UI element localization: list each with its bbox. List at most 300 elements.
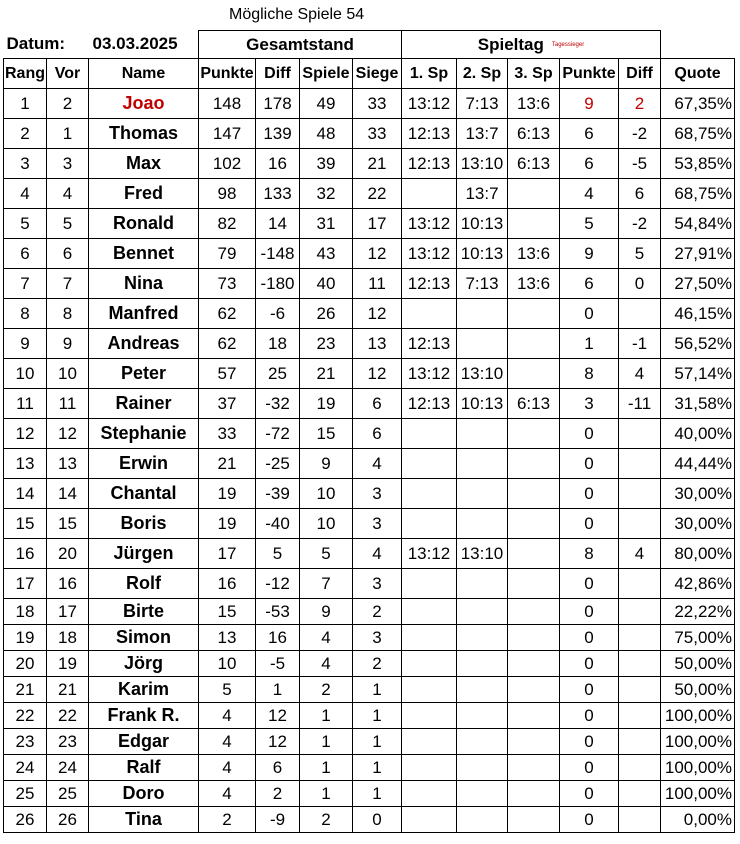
table-row xyxy=(4,269,735,299)
cell-rang: 7 xyxy=(4,269,47,299)
cell-tag-punkte: 0 xyxy=(560,479,619,509)
tagessieger-note: Tagessieger xyxy=(551,42,585,49)
cell-sp1: 13:12 xyxy=(402,539,457,569)
cell-rang: 21 xyxy=(4,677,47,703)
cell-sp2: 7:13 xyxy=(457,89,508,119)
header-row-groups xyxy=(4,31,735,59)
cell-rang: 13 xyxy=(4,449,47,479)
cell-quote: 30,00% xyxy=(661,479,735,509)
cell-rang: 18 xyxy=(4,599,47,625)
header-row-columns xyxy=(4,59,735,89)
cell-rang: 20 xyxy=(4,651,47,677)
cell-name: Stephanie xyxy=(89,419,199,449)
cell-diff: -148 xyxy=(256,239,300,269)
cell-sp3 xyxy=(508,179,560,209)
cell-tag-diff xyxy=(619,807,661,833)
cell-sp3 xyxy=(508,539,560,569)
cell-rang: 17 xyxy=(4,569,47,599)
cell-spiele: 9 xyxy=(300,599,353,625)
cell-sp3 xyxy=(508,569,560,599)
cell-vor: 13 xyxy=(47,449,89,479)
cell-siege: 2 xyxy=(353,651,402,677)
cell-tag-punkte: 9 xyxy=(560,89,619,119)
cell-sp1 xyxy=(402,479,457,509)
cell-spiele: 26 xyxy=(300,299,353,329)
cell-sp1 xyxy=(402,729,457,755)
cell-diff: 6 xyxy=(256,755,300,781)
cell-name: Doro xyxy=(89,781,199,807)
cell-sp3 xyxy=(508,479,560,509)
cell-vor: 11 xyxy=(47,389,89,419)
table-row xyxy=(4,119,735,149)
cell-siege: 22 xyxy=(353,179,402,209)
cell-siege: 4 xyxy=(353,449,402,479)
cell-siege: 1 xyxy=(353,729,402,755)
cell-spiele: 23 xyxy=(300,329,353,359)
cell-name: Tina xyxy=(89,807,199,833)
cell-siege: 13 xyxy=(353,329,402,359)
cell-diff: 133 xyxy=(256,179,300,209)
table-row xyxy=(4,539,735,569)
cell-sp3 xyxy=(508,509,560,539)
cell-spiele: 7 xyxy=(300,569,353,599)
cell-tag-punkte: 6 xyxy=(560,269,619,299)
cell-vor: 17 xyxy=(47,599,89,625)
cell-rang: 16 xyxy=(4,539,47,569)
cell-rang: 23 xyxy=(4,729,47,755)
cell-sp3 xyxy=(508,807,560,833)
cell-sp1: 12:13 xyxy=(402,389,457,419)
cell-quote: 42,86% xyxy=(661,569,735,599)
cell-tag-diff xyxy=(619,781,661,807)
col-vor: Vor xyxy=(47,59,89,89)
cell-tag-diff: 6 xyxy=(619,179,661,209)
cell-quote: 68,75% xyxy=(661,179,735,209)
group-spieltag xyxy=(402,31,661,59)
cell-diff: -39 xyxy=(256,479,300,509)
cell-sp2 xyxy=(457,329,508,359)
header-spacer xyxy=(661,31,735,59)
col-spiele: Spiele xyxy=(300,59,353,89)
cell-quote: 50,00% xyxy=(661,677,735,703)
col-diff: Diff xyxy=(256,59,300,89)
cell-quote: 100,00% xyxy=(661,703,735,729)
cell-siege: 17 xyxy=(353,209,402,239)
cell-diff: 139 xyxy=(256,119,300,149)
cell-diff: 16 xyxy=(256,625,300,651)
cell-rang: 11 xyxy=(4,389,47,419)
table-row xyxy=(4,239,735,269)
cell-vor: 7 xyxy=(47,269,89,299)
cell-tag-punkte: 0 xyxy=(560,299,619,329)
cell-name: Erwin xyxy=(89,449,199,479)
cell-spiele: 10 xyxy=(300,509,353,539)
cell-rang: 14 xyxy=(4,479,47,509)
cell-sp3 xyxy=(508,755,560,781)
cell-diff: -53 xyxy=(256,599,300,625)
col-name: Name xyxy=(89,59,199,89)
cell-tag-punkte: 4 xyxy=(560,179,619,209)
cell-rang: 19 xyxy=(4,625,47,651)
cell-sp3: 13:6 xyxy=(508,89,560,119)
cell-vor: 1 xyxy=(47,119,89,149)
cell-diff: -72 xyxy=(256,419,300,449)
cell-sp1: 13:12 xyxy=(402,209,457,239)
cell-rang: 10 xyxy=(4,359,47,389)
cell-quote: 75,00% xyxy=(661,625,735,651)
cell-rang: 8 xyxy=(4,299,47,329)
cell-sp2: 13:10 xyxy=(457,359,508,389)
cell-spiele: 2 xyxy=(300,677,353,703)
cell-punkte: 98 xyxy=(199,179,256,209)
cell-tag-punkte: 0 xyxy=(560,625,619,651)
cell-diff: 5 xyxy=(256,539,300,569)
cell-diff: 16 xyxy=(256,149,300,179)
table-row xyxy=(4,703,735,729)
cell-sp2: 13:7 xyxy=(457,179,508,209)
cell-rang: 6 xyxy=(4,239,47,269)
cell-vor: 12 xyxy=(47,419,89,449)
cell-punkte: 10 xyxy=(199,651,256,677)
cell-punkte: 82 xyxy=(199,209,256,239)
cell-name: Edgar xyxy=(89,729,199,755)
table-row xyxy=(4,299,735,329)
cell-quote: 68,75% xyxy=(661,119,735,149)
cell-punkte: 21 xyxy=(199,449,256,479)
cell-sp2 xyxy=(457,729,508,755)
cell-siege: 6 xyxy=(353,419,402,449)
table-row xyxy=(4,209,735,239)
cell-spiele: 43 xyxy=(300,239,353,269)
cell-diff: 18 xyxy=(256,329,300,359)
cell-tag-punkte: 3 xyxy=(560,389,619,419)
cell-quote: 67,35% xyxy=(661,89,735,119)
cell-spiele: 5 xyxy=(300,539,353,569)
cell-siege: 21 xyxy=(353,149,402,179)
cell-sp1 xyxy=(402,677,457,703)
cell-sp2 xyxy=(457,807,508,833)
cell-diff: -180 xyxy=(256,269,300,299)
cell-diff: -25 xyxy=(256,449,300,479)
cell-sp1: 12:13 xyxy=(402,329,457,359)
cell-name: Ronald xyxy=(89,209,199,239)
cell-diff: 12 xyxy=(256,729,300,755)
cell-spiele: 31 xyxy=(300,209,353,239)
cell-quote: 50,00% xyxy=(661,651,735,677)
cell-punkte: 4 xyxy=(199,703,256,729)
cell-quote: 100,00% xyxy=(661,755,735,781)
cell-sp3: 13:6 xyxy=(508,269,560,299)
cell-siege: 3 xyxy=(353,509,402,539)
cell-quote: 40,00% xyxy=(661,419,735,449)
cell-tag-punkte: 6 xyxy=(560,119,619,149)
cell-sp2 xyxy=(457,479,508,509)
cell-vor: 23 xyxy=(47,729,89,755)
cell-tag-diff: -11 xyxy=(619,389,661,419)
cell-sp3: 6:13 xyxy=(508,119,560,149)
cell-tag-diff xyxy=(619,729,661,755)
cell-diff: 1 xyxy=(256,677,300,703)
cell-vor: 14 xyxy=(47,479,89,509)
cell-vor: 24 xyxy=(47,755,89,781)
cell-rang: 24 xyxy=(4,755,47,781)
cell-quote: 53,85% xyxy=(661,149,735,179)
cell-sp2 xyxy=(457,651,508,677)
cell-sp3: 13:6 xyxy=(508,239,560,269)
table-row xyxy=(4,179,735,209)
cell-sp2: 10:13 xyxy=(457,389,508,419)
table-row xyxy=(4,755,735,781)
cell-punkte: 13 xyxy=(199,625,256,651)
cell-sp1 xyxy=(402,781,457,807)
cell-quote: 80,00% xyxy=(661,539,735,569)
cell-sp1 xyxy=(402,179,457,209)
cell-rang: 25 xyxy=(4,781,47,807)
table-row xyxy=(4,807,735,833)
cell-sp2: 13:10 xyxy=(457,539,508,569)
cell-diff: 25 xyxy=(256,359,300,389)
cell-spiele: 19 xyxy=(300,389,353,419)
cell-name: Nina xyxy=(89,269,199,299)
cell-tag-punkte: 0 xyxy=(560,419,619,449)
cell-diff: 2 xyxy=(256,781,300,807)
cell-sp3 xyxy=(508,419,560,449)
cell-spiele: 15 xyxy=(300,419,353,449)
cell-siege: 4 xyxy=(353,539,402,569)
cell-vor: 9 xyxy=(47,329,89,359)
cell-vor: 20 xyxy=(47,539,89,569)
cell-siege: 12 xyxy=(353,299,402,329)
cell-quote: 30,00% xyxy=(661,509,735,539)
table-row xyxy=(4,677,735,703)
cell-siege: 12 xyxy=(353,359,402,389)
cell-spiele: 32 xyxy=(300,179,353,209)
cell-spiele: 4 xyxy=(300,651,353,677)
cell-spiele: 1 xyxy=(300,729,353,755)
table-row xyxy=(4,781,735,807)
cell-punkte: 2 xyxy=(199,807,256,833)
cell-quote: 54,84% xyxy=(661,209,735,239)
cell-spiele: 1 xyxy=(300,703,353,729)
col-punkte: Punkte xyxy=(199,59,256,89)
cell-sp1: 12:13 xyxy=(402,269,457,299)
cell-vor: 18 xyxy=(47,625,89,651)
cell-spiele: 2 xyxy=(300,807,353,833)
cell-vor: 3 xyxy=(47,149,89,179)
cell-vor: 16 xyxy=(47,569,89,599)
cell-sp1 xyxy=(402,807,457,833)
cell-tag-diff: 5 xyxy=(619,239,661,269)
cell-tag-diff xyxy=(619,299,661,329)
cell-name: Boris xyxy=(89,509,199,539)
cell-tag-diff xyxy=(619,625,661,651)
cell-rang: 5 xyxy=(4,209,47,239)
cell-rang: 26 xyxy=(4,807,47,833)
cell-sp2 xyxy=(457,781,508,807)
cell-punkte: 4 xyxy=(199,729,256,755)
cell-tag-diff: 0 xyxy=(619,269,661,299)
cell-name: Max xyxy=(89,149,199,179)
cell-sp1 xyxy=(402,703,457,729)
cell-siege: 6 xyxy=(353,389,402,419)
cell-sp2 xyxy=(457,449,508,479)
cell-name: Frank R. xyxy=(89,703,199,729)
group-gesamtstand xyxy=(199,31,402,59)
cell-tag-punkte: 0 xyxy=(560,509,619,539)
cell-punkte: 5 xyxy=(199,677,256,703)
cell-tag-punkte: 0 xyxy=(560,729,619,755)
cell-punkte: 4 xyxy=(199,755,256,781)
cell-vor: 15 xyxy=(47,509,89,539)
cell-siege: 33 xyxy=(353,89,402,119)
cell-siege: 3 xyxy=(353,479,402,509)
cell-sp2 xyxy=(457,677,508,703)
cell-sp1 xyxy=(402,755,457,781)
cell-sp2: 10:13 xyxy=(457,209,508,239)
table-row xyxy=(4,89,735,119)
cell-tag-diff xyxy=(619,599,661,625)
cell-punkte: 62 xyxy=(199,299,256,329)
table-row xyxy=(4,419,735,449)
cell-vor: 10 xyxy=(47,359,89,389)
cell-sp3: 6:13 xyxy=(508,149,560,179)
cell-sp3 xyxy=(508,299,560,329)
cell-sp2 xyxy=(457,509,508,539)
cell-vor: 21 xyxy=(47,677,89,703)
cell-spiele: 1 xyxy=(300,781,353,807)
cell-vor: 8 xyxy=(47,299,89,329)
cell-diff: -12 xyxy=(256,569,300,599)
table-row xyxy=(4,651,735,677)
cell-diff: -5 xyxy=(256,651,300,677)
cell-tag-diff: -5 xyxy=(619,149,661,179)
table-row xyxy=(4,359,735,389)
cell-sp1 xyxy=(402,651,457,677)
cell-name: Fred xyxy=(89,179,199,209)
cell-sp2 xyxy=(457,599,508,625)
cell-name: Rolf xyxy=(89,569,199,599)
col-siege: Siege xyxy=(353,59,402,89)
table-row xyxy=(4,329,735,359)
cell-tag-diff xyxy=(619,509,661,539)
datum-label: Datum: xyxy=(6,34,66,54)
cell-siege: 1 xyxy=(353,677,402,703)
cell-name: Thomas xyxy=(89,119,199,149)
table-row xyxy=(4,729,735,755)
cell-tag-punkte: 8 xyxy=(560,359,619,389)
col-quote: Quote xyxy=(661,59,735,89)
cell-sp3 xyxy=(508,625,560,651)
cell-sp2: 7:13 xyxy=(457,269,508,299)
cell-punkte: 33 xyxy=(199,419,256,449)
cell-tag-diff xyxy=(619,651,661,677)
cell-name: Jürgen xyxy=(89,539,199,569)
cell-sp3 xyxy=(508,329,560,359)
cell-diff: -40 xyxy=(256,509,300,539)
cell-spiele: 49 xyxy=(300,89,353,119)
cell-tag-punkte: 0 xyxy=(560,651,619,677)
cell-sp1 xyxy=(402,509,457,539)
cell-tag-diff: -2 xyxy=(619,119,661,149)
cell-name: Joao xyxy=(89,89,199,119)
cell-sp1 xyxy=(402,599,457,625)
cell-siege: 33 xyxy=(353,119,402,149)
cell-rang: 12 xyxy=(4,419,47,449)
table-row xyxy=(4,599,735,625)
table-row xyxy=(4,149,735,179)
group-gesamtstand-label: Gesamtstand xyxy=(246,34,354,54)
cell-sp1: 13:12 xyxy=(402,359,457,389)
cell-quote: 27,50% xyxy=(661,269,735,299)
cell-tag-diff xyxy=(619,755,661,781)
col-sp1: 1. Sp xyxy=(402,59,457,89)
cell-tag-diff xyxy=(619,449,661,479)
cell-diff: 14 xyxy=(256,209,300,239)
cell-name: Simon xyxy=(89,625,199,651)
cell-spiele: 10 xyxy=(300,479,353,509)
cell-tag-punkte: 1 xyxy=(560,329,619,359)
cell-punkte: 16 xyxy=(199,569,256,599)
cell-spiele: 21 xyxy=(300,359,353,389)
cell-siege: 1 xyxy=(353,703,402,729)
cell-siege: 11 xyxy=(353,269,402,299)
cell-tag-punkte: 5 xyxy=(560,209,619,239)
cell-sp3 xyxy=(508,359,560,389)
cell-sp3 xyxy=(508,677,560,703)
cell-name: Manfred xyxy=(89,299,199,329)
cell-sp2 xyxy=(457,419,508,449)
col-tag-diff: Diff xyxy=(619,59,661,89)
cell-tag-diff: -2 xyxy=(619,209,661,239)
cell-quote: 31,58% xyxy=(661,389,735,419)
table-row xyxy=(4,389,735,419)
cell-diff: 12 xyxy=(256,703,300,729)
col-tag-punkte: Punkte xyxy=(560,59,619,89)
cell-spiele: 1 xyxy=(300,755,353,781)
cell-vor: 19 xyxy=(47,651,89,677)
cell-tag-punkte: 9 xyxy=(560,239,619,269)
table-row xyxy=(4,479,735,509)
cell-tag-punkte: 0 xyxy=(560,781,619,807)
cell-sp1: 12:13 xyxy=(402,149,457,179)
cell-tag-diff xyxy=(619,703,661,729)
cell-tag-diff: 4 xyxy=(619,359,661,389)
table-row xyxy=(4,449,735,479)
cell-tag-punkte: 6 xyxy=(560,149,619,179)
cell-siege: 1 xyxy=(353,781,402,807)
cell-name: Karim xyxy=(89,677,199,703)
cell-siege: 0 xyxy=(353,807,402,833)
cell-sp1 xyxy=(402,419,457,449)
cell-sp3 xyxy=(508,729,560,755)
col-sp3: 3. Sp xyxy=(508,59,560,89)
cell-punkte: 79 xyxy=(199,239,256,269)
cell-punkte: 37 xyxy=(199,389,256,419)
cell-spiele: 48 xyxy=(300,119,353,149)
cell-rang: 22 xyxy=(4,703,47,729)
cell-vor: 2 xyxy=(47,89,89,119)
col-rang: Rang xyxy=(4,59,47,89)
cell-diff: -6 xyxy=(256,299,300,329)
cell-tag-punkte: 8 xyxy=(560,539,619,569)
cell-name: Bennet xyxy=(89,239,199,269)
cell-rang: 1 xyxy=(4,89,47,119)
cell-sp2: 10:13 xyxy=(457,239,508,269)
cell-diff: -32 xyxy=(256,389,300,419)
cell-spiele: 40 xyxy=(300,269,353,299)
cell-sp2 xyxy=(457,703,508,729)
cell-sp3: 6:13 xyxy=(508,389,560,419)
